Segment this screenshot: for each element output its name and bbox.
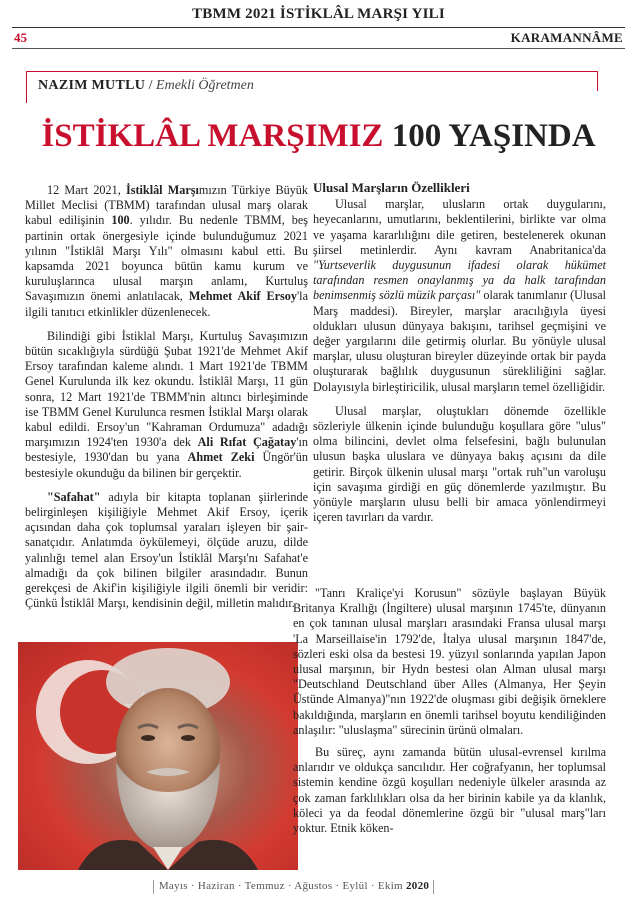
- paragraph: Bilindiği gibi İstiklal Marşı, Kurtuluş Savaşımızın bütün sıcaklığıyla sürdüğü Şubat 1921'de Mehmet Akif Ersoy tarafından kaleme alındı. 1 Mart 1921'de TBMM Genel Kurulunda ilk kez okundu. İstiklâl Marşı, 11 gün sonra, 12 Mart 1921'de TBMM'nin altıncı birleşiminde ise TBMM Genel Kurulunca resmen İstiklal Marşı olarak kabul edildi. Ersoy'un "Kahraman Ordumuza" adadığı marşımızın 1924'ten 1930'a dek Ali Rıfat Çağatay'ın bestesiyle, 1930'dan bu yana Ahmet Zeki Üngör'ün bestesiyle okunduğu da bilinen bir gerçektir.: [25, 328, 308, 480]
- headline-black-part: 100 YAŞINDA: [391, 118, 596, 154]
- author-frame-left: [26, 71, 27, 103]
- right-column: [313, 180, 606, 534]
- footer-year: 2020: [405, 880, 430, 892]
- page-number: 45: [14, 30, 27, 45]
- wrapped-text: [293, 586, 606, 843]
- article-headline: [0, 118, 637, 155]
- running-header-title: TBMM 2021 İSTİKLÂL MARŞI YILI: [192, 6, 445, 22]
- headline-red-part: İSTİKLÂL MARŞIMIZ: [41, 118, 384, 154]
- paragraph: Ulusal marşlar, oluştukları dönemde özellikle sözleriyle ülkenin içinde bulunduğu koşullara göre "ulus" olma bilincini, devlet olma felsefesini, bağlı bulunulan ulusun başka uluslara ve dünyaya bakış açısını da dile getirir. Birçok ülkenin ulusal marşı "ortak ruh"un varoluşu için savaşıma girdiği en güç dönemlerde yazılmıştır. Bu yönüyle marşların ulusu belli bir amaca yönlendirmeyi içeren tavırları da vardır.: [313, 403, 606, 525]
- portrait-photo: [18, 642, 298, 870]
- eye-right: [181, 735, 195, 741]
- paragraph: Ulusal marşlar, ulusların ortak duygularını, heyecanlarını, umutlarını, beklentilerini, birlikte var olma ve yaşama kararlılığını dile getiren, bestelenerek okunan şiirsel metinlerdir. Aynı kavram Anabritanica'da "Yurtseverlik duygusunun ifadesi olarak hükümet tarafından resmen onaylanmış ya da halk tarafından benimsenmiş sözlü müzik parçası" olarak tanımlanır (Ulusal Marş maddesi). Bireyler, marşlar aracılığıyla üyesi oldukları ulusun dünyaya bakışını, tarihsel geçmişini ve değer yargılarını dile getirmiş olurlar. Bu yönüyle ulusal marşlar, ulusu oluşturan bireyler düzeyinde ortak bir payda oluşturarak bağlılık duygusunun sürekliliğini sağlar. Dolayısıyla birleştiricilik, ulusal marşların temel özelliğidir.: [313, 197, 606, 394]
- author-name: NAZIM MUTLU: [38, 78, 146, 93]
- left-column: [25, 183, 308, 620]
- section-subheading: Ulusal Marşların Özellikleri: [313, 180, 470, 195]
- footer-months: Mayıs · Haziran · Temmuz · Ağustos · Eylül · Ekim: [158, 880, 403, 892]
- author-role: Emekli Öğretmen: [156, 78, 254, 93]
- author-frame-right: [597, 71, 598, 91]
- author-byline: [38, 78, 254, 94]
- header-divider-lower: [12, 48, 625, 49]
- magazine-name: KARAMANNÂME: [510, 30, 623, 45]
- portrait-illustration: [18, 642, 298, 870]
- header-divider: [12, 27, 625, 28]
- author-frame-top: [26, 71, 598, 72]
- paragraph: Bu süreç, aynı zamanda bütün ulusal-evrensel kırılma anlarıdır ve oldukça sancılıdır. Her coğrafyanın, her toplumsal sistemin kendine özgü koşulları nedeniyle ülkeler arasında az çok zaman farklılıkları olsa da her birinin kabile ya da klanlık, köleci ya da feodal dönemlerine özgü bir "ulusal marş"ları yoktur. Etnik köken-: [293, 745, 606, 836]
- paragraph: 12 Mart 2021, İstiklâl Marşımızın Türkiye Büyük Millet Meclisi (TBMM) tarafından ulusal marş olarak kabul edilişinin 100. yılıdır. Bu nedenle TBMM, beş partinin ortak önergesiyle içinde bulunduğumuz 2021 yılının "İstiklâl Marşı Yılı" olmasını kabul etti. Bu kapsamda 2021 boyunca bütün kamu kurum ve kuruluşlarınca ulusal marşın anlamı, Kurtuluş Savaşımızın önemi anlatılacak, Mehmet Akif Ersoy'la ilgili tanıtıcı etkinlikler düzenlenecek.: [25, 183, 308, 319]
- issue-footer: [158, 880, 430, 892]
- footer-divider-right: [433, 880, 434, 894]
- footer-divider-left: [153, 880, 154, 894]
- eye-left: [141, 735, 155, 741]
- paragraph: "Tanrı Kraliçe'yi Korusun" sözüyle başlayan Büyük Britanya Krallığı (İngiltere) ulusal marşının 1745'te, dünyanın en çok tanınan ulusal marşları arasındaki Fransa ulusal marşı 'La Marseillaise'in 1792'de, İtalya ulusal marşının 1847'de, sözleri eski olsa da bestesi 19. yüzyıl sonlarında yapılan Japon ulusal marşının, bir Hydn bestesi olan Alman ulusal marşı "Deutschland Deutschland über Alles (Almanya, Her Şeyin Üstünde Almanya)"nın 1922'de oluşması gibi değişik örneklere bakıldığında, marşların en önemli tarihsel boyutu kendiliğinden anlaşılır: "uluslaşma" sürecinin ürünü olmaları.: [293, 586, 606, 737]
- author-separator: /: [145, 78, 157, 93]
- paragraph: "Safahat" adıyla bir kitapta toplanan şiirlerinde belirginleşen kişiliğiyle Mehmet Akif Ersoy, içerik açısından daha çok toplumsal yaraları işleyen bir şair-sanatçıdır. Anlatımda öykülemeyi, ölçüde aruzu, dilde yalınlığı temel alan Ersoy'un İstiklâl Marşı'nı Safahat'e almadığı da çok bilinen bilgiler arasındadır. Bunun gerekçesi de Akif'in kişiliğiyle ilgili önemli bir veridir: Çünkü İstiklâl Marşı, kendisinin değil, milletin malıdır.: [25, 489, 308, 611]
